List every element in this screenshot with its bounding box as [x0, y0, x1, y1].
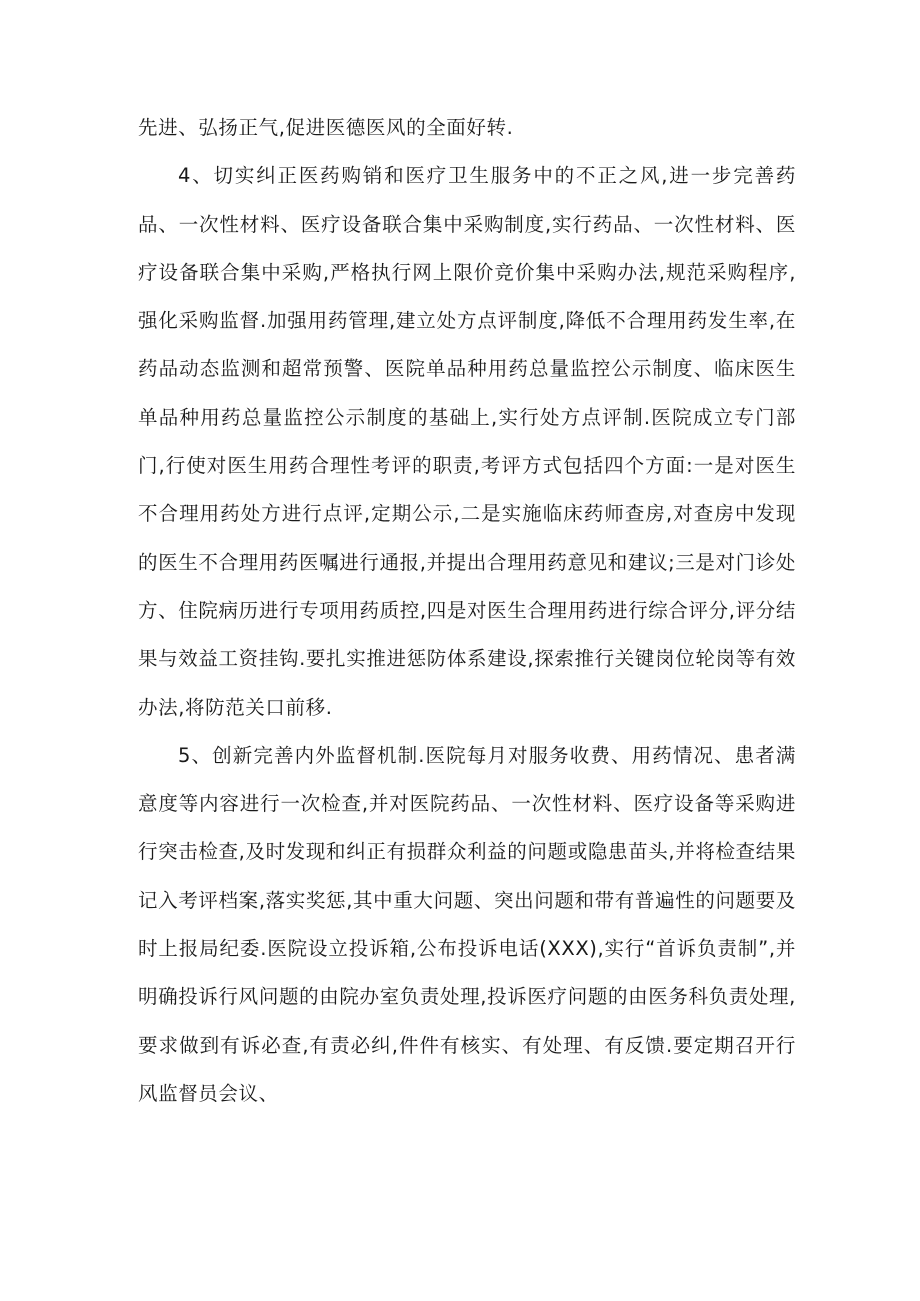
document-body — [138, 104, 796, 1118]
paragraph-item-4: 4、切实纠正医药购销和医疗卫生服务中的不正之风,进一步完善药品、一次性材料、医疗设备联合集中采购制度,实行药品、一次性材料、医疗设备联合集中采购,严格执行网上限价竞价集中采购办法,规范采购程序,强化采购监督.加强用药管理,建立处方点评制度,降低不合理用药发生率,在药品动态监测和超常预警、医院单品种用药总量监控公示制度、临床医生单品种用药总量监控公示制度的基础上,实行处方点评制.医院成立专门部门,行使对医生用药合理性考评的职责,考评方式包括四个方面:一是对医生不合理用药处方进行点评,定期公示,二是实施临床药师查房,对查房中发现的医生不合理用药医嘱进行通报,并提出合理用药意见和建议;三是对门诊处方、住院病历进行专项用药质控,四是对医生合理用药进行综合评分,评分结果与效益工资挂钩.要扎实推进惩防体系建设,探索推行关键岗位轮岗等有效办法,将防范关口前移. — [138, 164, 796, 719]
paragraph-item-5: 5、创新完善内外监督机制.医院每月对服务收费、用药情况、患者满意度等内容进行一次检查,并对医院药品、一次性材料、医疗设备等采购进行突击检查,及时发现和纠正有损群众利益的问题或隐患苗头,并将检查结果记入考评档案,落实奖惩,其中重大问题、突出问题和带有普遍性的问题要及时上报局纪委.医院设立投诉箱,公布投诉电话(XXX),实行“首诉负责制”,并明确投诉行风问题的由院办室负责处理,投诉医疗问题的由医务科负责处理,要求做到有诉必查,有责必纠,件件有核实、有处理、有反馈.要定期召开行风监督员会议、 — [138, 743, 796, 1105]
paragraph-continuation: 先进、弘扬正气,促进医德医风的全面好转. — [138, 116, 514, 139]
